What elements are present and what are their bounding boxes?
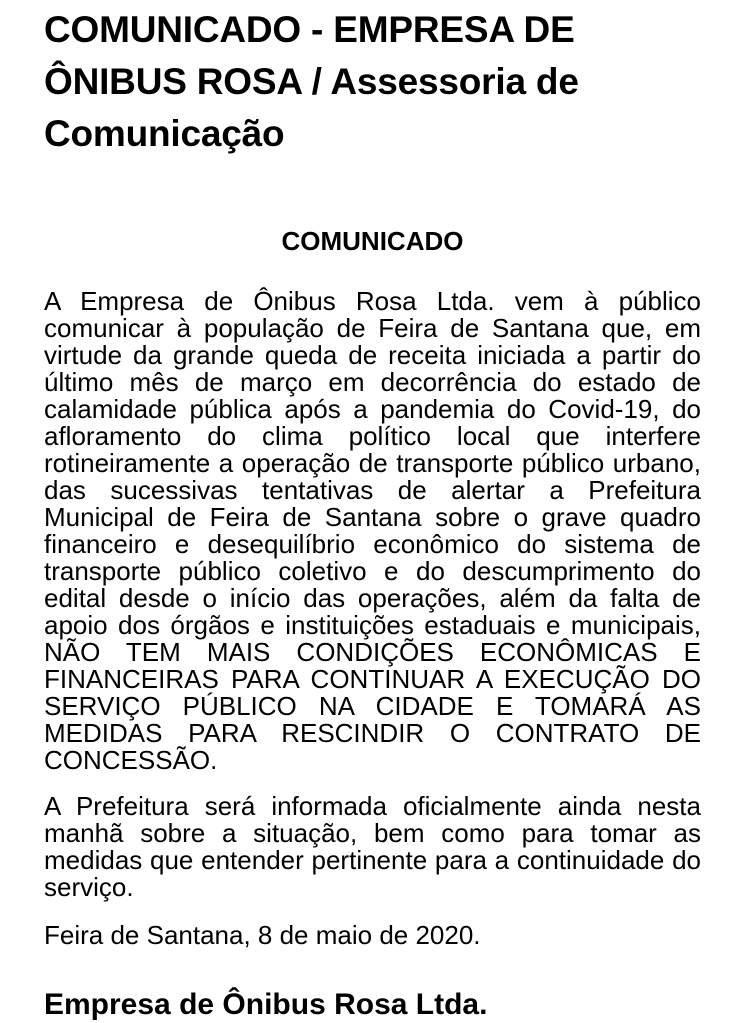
body-paragraph-2: A Prefeitura será informada oficialmente ainda nesta manhã sobre a situação, bem como para tomar as medidas que entender pertinente para a continuidade do serviço. — [44, 791, 701, 902]
body-paragraph-1-intro: A Empresa de Ônibus Rosa Ltda. vem à público comunicar à população de Feira de Santana que, em virtude da grande queda de receita iniciada a partir do último mês de março em decorrência do estado de calamidade pública após a pandemia do Covid-19, do afloramento do clima político local que interfere rotineiramente a operação de transporte público urbano, das sucessivas tentativas de alertar a Prefeitura Municipal de Feira de Santana sobre o grave quadro financeiro e desequilíbrio econômico do sistema de transporte público coletivo e do descumprimento do edital desde o início das operações, além da falta de apoio dos órgãos e instituições estaduais e municipais, — [44, 286, 701, 640]
signature-line: Empresa de Ônibus Rosa Ltda. — [44, 988, 488, 1021]
body-paragraph-1 — [44, 288, 701, 774]
document-headline: COMUNICADO - EMPRESA DE ÔNIBUS ROSA / Assessoria de Comunicação — [44, 9, 579, 154]
body-paragraph-1-caps: NÃO TEM MAIS CONDIÇÕES ECONÔMICAS E FINANCEIRAS PARA CONTINUAR A EXECUÇÃO DO SERVIÇO PÚBLICO NA CIDADE E TOMARÁ AS MEDIDAS PARA RESCINDIR O CONTRATO DE CONCESSÃO. — [44, 637, 701, 775]
document-subheading: COMUNICADO — [281, 226, 464, 256]
signoff-date: Feira de Santana, 8 de maio de 2020. — [44, 920, 481, 950]
document-page — [44, 0, 701, 950]
